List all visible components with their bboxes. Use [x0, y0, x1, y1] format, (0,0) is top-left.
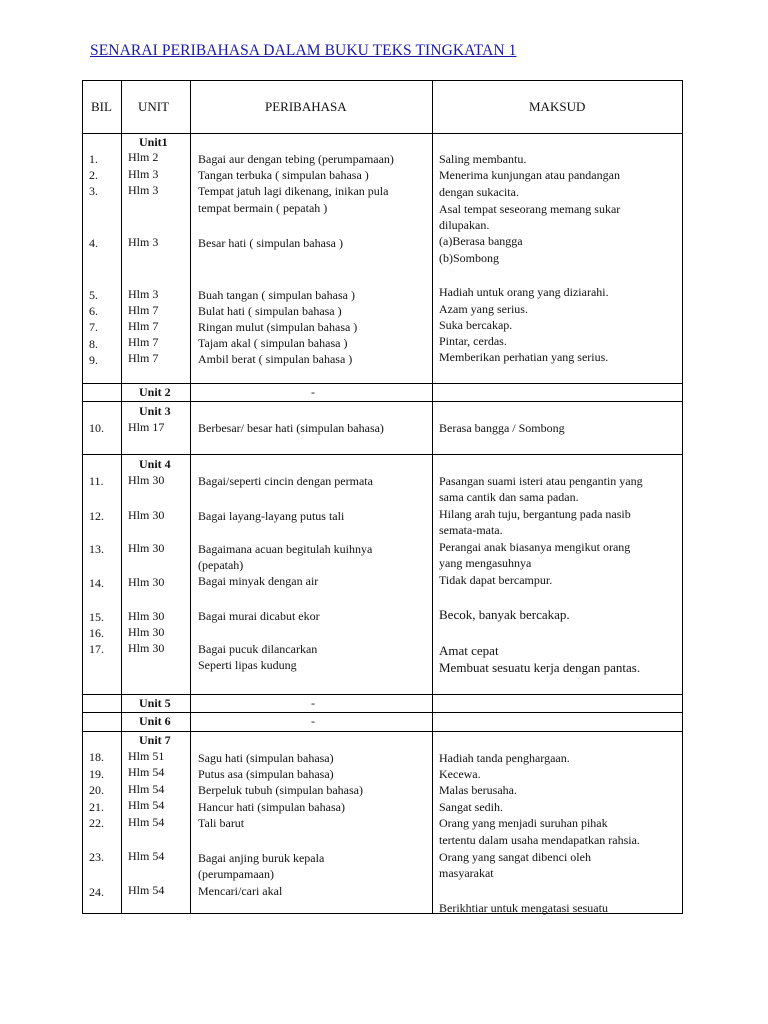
row-number: 21. — [89, 800, 104, 814]
row-number: 4. — [89, 236, 98, 250]
row-divider — [83, 454, 682, 455]
maksud-text: Berikhtiar untuk mengatasi sesuatu — [439, 901, 608, 915]
page-ref: Hlm 30 — [128, 508, 165, 522]
page-ref: Hlm 30 — [128, 473, 165, 487]
page-ref: Hlm 7 — [128, 335, 159, 349]
maksud-text: dilupakan. — [439, 218, 490, 232]
row-divider — [83, 401, 682, 402]
unit-heading: Unit 7 — [139, 733, 171, 747]
row-number: 5. — [89, 288, 98, 302]
column-divider — [432, 81, 433, 913]
unit-heading: Unit 2 — [139, 385, 171, 399]
unit-heading: Unit 4 — [139, 457, 171, 471]
header-unit: UNIT — [138, 99, 170, 114]
maksud-text: masyarakat — [439, 866, 494, 880]
maksud-text: tertentu dalam usaha mendapatkan rahsia. — [439, 833, 640, 847]
unit-heading: Unit 6 — [139, 714, 171, 728]
peribahasa-text: (pepatah) — [198, 558, 244, 572]
page-ref: Hlm 54 — [128, 798, 165, 812]
page-ref: Hlm 3 — [128, 235, 159, 249]
maksud-text: Berasa bangga / Sombong — [439, 421, 565, 435]
row-number: 22. — [89, 816, 104, 830]
peribahasa-text: Bagai anjing buruk kepala — [198, 851, 325, 865]
maksud-text: Saling membantu. — [439, 152, 527, 166]
peribahasa-text: Berpeluk tubuh (simpulan bahasa) — [198, 783, 363, 797]
peribahasa-text: Besar hati ( simpulan bahasa ) — [198, 236, 343, 250]
peribahasa-text: Buah tangan ( simpulan bahasa ) — [198, 288, 355, 302]
page-ref: Hlm 30 — [128, 625, 165, 639]
peribahasa-text: Bagai/seperti cincin dengan permata — [198, 474, 373, 488]
row-number: 10. — [89, 421, 104, 435]
page-ref: Hlm 3 — [128, 183, 159, 197]
maksud-text: Tidak dapat bercampur. — [439, 573, 553, 587]
maksud-text: Malas berusaha. — [439, 783, 517, 797]
header-bil: BIL — [91, 99, 112, 114]
page-ref: Hlm 30 — [128, 541, 165, 555]
maksud-text: Perangai anak biasanya mengikut orang — [439, 540, 631, 554]
maksud-text: Amat cepat — [439, 643, 499, 658]
row-number: 3. — [89, 184, 98, 198]
maksud-text: Orang yang sangat dibenci oleh — [439, 850, 591, 864]
document-title: SENARAI PERIBAHASA DALAM BUKU TEKS TINGKATAN 1 — [90, 42, 517, 59]
column-divider — [190, 81, 191, 913]
maksud-text: (a)Berasa bangga — [439, 234, 523, 248]
peribahasa-text: Sagu hati (simpulan bahasa) — [198, 751, 334, 765]
row-number: 6. — [89, 304, 98, 318]
row-number: 14. — [89, 576, 104, 590]
peribahasa-text: Bagai murai dicabut ekor — [198, 609, 320, 623]
header-maksud: MAKSUD — [529, 99, 586, 114]
peribahasa-text: Bagaimana acuan begitulah kuihnya — [198, 542, 373, 556]
maksud-text: Hadiah untuk orang yang diziarahi. — [439, 285, 609, 299]
page-ref: Hlm 54 — [128, 765, 165, 779]
maksud-text: Memberikan perhatian yang serius. — [439, 350, 609, 364]
unit-heading: Unit1 — [139, 135, 168, 149]
row-divider — [83, 731, 682, 732]
row-number: 8. — [89, 337, 98, 351]
page-ref: Hlm 7 — [128, 303, 159, 317]
peribahasa-text: Ringan mulut (simpulan bahasa ) — [198, 320, 358, 334]
page-ref: Hlm 7 — [128, 319, 159, 333]
row-divider — [83, 694, 682, 695]
row-number: 20. — [89, 783, 104, 797]
row-number: 19. — [89, 767, 104, 781]
row-number: 2. — [89, 168, 98, 182]
row-number: 17. — [89, 642, 104, 656]
peribahasa-text: Tajam akal ( simpulan bahasa ) — [198, 336, 348, 350]
row-divider — [83, 712, 682, 713]
page-ref: Hlm 54 — [128, 782, 165, 796]
peribahasa-text: Bagai layang-layang putus tali — [198, 509, 345, 523]
peribahasa-text: tempat bermain ( pepatah ) — [198, 201, 328, 215]
peribahasa-table — [82, 80, 683, 914]
maksud-text: Asal tempat seseorang memang sukar — [439, 202, 621, 216]
peribahasa-text: Tangan terbuka ( simpulan bahasa ) — [198, 168, 369, 182]
row-number: 7. — [89, 320, 98, 334]
peribahasa-text: Putus asa (simpulan bahasa) — [198, 767, 334, 781]
maksud-text: Menerima kunjungan atau pandangan — [439, 168, 620, 182]
peribahasa-text: Tali barut — [198, 816, 245, 830]
maksud-text: Sangat sedih. — [439, 800, 503, 814]
row-number: 11. — [89, 474, 104, 488]
peribahasa-text: Bagai pucuk dilancarkan — [198, 642, 318, 656]
peribahasa-text: Tempat jatuh lagi dikenang, inikan pula — [198, 184, 389, 198]
row-number: 23. — [89, 850, 104, 864]
empty-dash: - — [311, 385, 315, 399]
maksud-text: Pasangan suami isteri atau pengantin yang — [439, 474, 643, 488]
maksud-text: sama cantik dan sama padan. — [439, 490, 579, 504]
empty-dash: - — [311, 714, 315, 728]
peribahasa-text: Berbesar/ besar hati (simpulan bahasa) — [198, 421, 384, 435]
maksud-text: Membuat sesuatu kerja dengan pantas. — [439, 660, 641, 675]
peribahasa-text: Bulat hati ( simpulan bahasa ) — [198, 304, 342, 318]
page-ref: Hlm 17 — [128, 420, 165, 434]
peribahasa-text: Ambil berat ( simpulan bahasa ) — [198, 352, 353, 366]
row-number: 24. — [89, 885, 104, 899]
page-ref: Hlm 3 — [128, 287, 159, 301]
row-number: 9. — [89, 353, 98, 367]
maksud-text: Hilang arah tuju, bergantung pada nasib — [439, 507, 631, 521]
maksud-text: yang mengasuhnya — [439, 556, 532, 570]
row-number: 12. — [89, 509, 104, 523]
maksud-text: semata-mata. — [439, 523, 503, 537]
page-ref: Hlm 3 — [128, 167, 159, 181]
peribahasa-text: (perumpamaan) — [198, 867, 274, 881]
row-number: 16. — [89, 626, 104, 640]
maksud-text: Hadiah tanda penghargaan. — [439, 751, 570, 765]
page-ref: Hlm 54 — [128, 849, 165, 863]
page-ref: Hlm 54 — [128, 815, 165, 829]
column-divider — [121, 81, 122, 913]
peribahasa-text: Mencari/cari akal — [198, 884, 283, 898]
page-ref: Hlm 30 — [128, 609, 165, 623]
unit-heading: Unit 3 — [139, 404, 171, 418]
maksud-text: Azam yang serius. — [439, 302, 528, 316]
maksud-text: Becok, banyak bercakap. — [439, 607, 570, 622]
page-ref: Hlm 7 — [128, 351, 159, 365]
maksud-text: Suka bercakap. — [439, 318, 513, 332]
row-number: 18. — [89, 750, 104, 764]
peribahasa-text: Bagai minyak dengan air — [198, 574, 319, 588]
page-ref: Hlm 54 — [128, 883, 165, 897]
unit-heading: Unit 5 — [139, 696, 171, 710]
empty-dash: - — [311, 696, 315, 710]
maksud-text: (b)Sombong — [439, 251, 499, 265]
header-peribahasa: PERIBAHASA — [265, 99, 347, 114]
maksud-text: Pintar, cerdas. — [439, 334, 507, 348]
row-number: 1. — [89, 152, 98, 166]
peribahasa-text: Seperti lipas kudung — [198, 658, 297, 672]
peribahasa-text: Bagai aur dengan tebing (perumpamaan) — [198, 152, 394, 166]
page-ref: Hlm 51 — [128, 749, 165, 763]
row-divider — [83, 133, 682, 134]
row-number: 15. — [89, 610, 104, 624]
row-number: 13. — [89, 542, 104, 556]
page-ref: Hlm 2 — [128, 150, 159, 164]
peribahasa-text: Hancur hati (simpulan bahasa) — [198, 800, 345, 814]
page-ref: Hlm 30 — [128, 641, 165, 655]
page-ref: Hlm 30 — [128, 575, 165, 589]
maksud-text: dengan sukacita. — [439, 185, 519, 199]
row-divider — [83, 383, 682, 384]
maksud-text: Orang yang menjadi suruhan pihak — [439, 816, 608, 830]
maksud-text: Kecewa. — [439, 767, 481, 781]
